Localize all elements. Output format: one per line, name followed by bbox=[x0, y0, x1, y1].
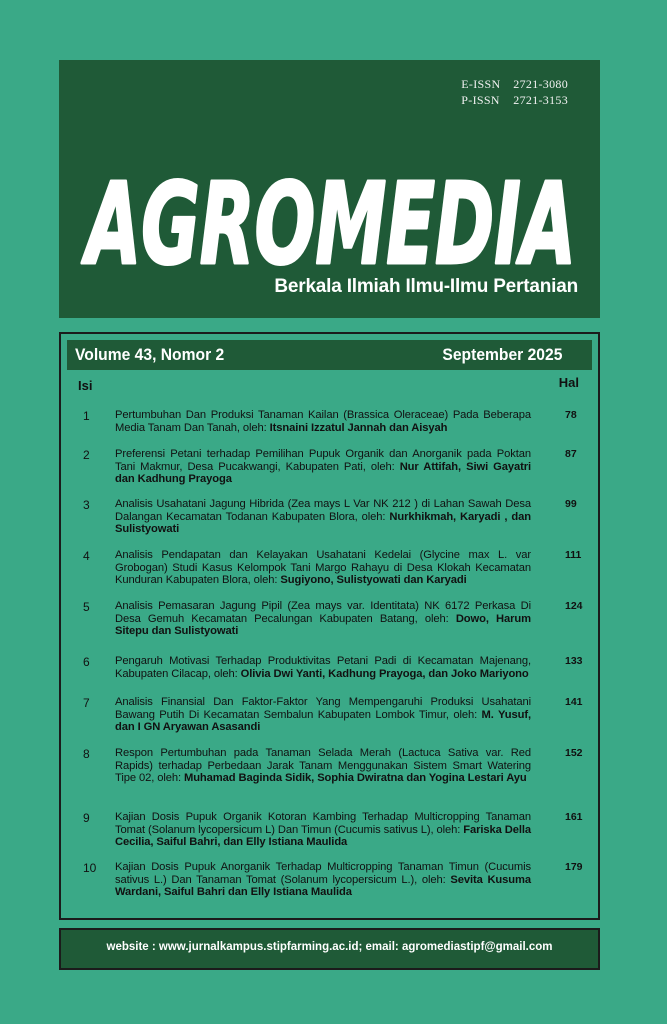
article-number: 4 bbox=[83, 549, 90, 563]
issn-block bbox=[461, 76, 568, 108]
footer-contact-text: website : www.jurnalkampus.stipfarming.ac.id; email: agromediastipf@gmail.com bbox=[106, 941, 553, 953]
article-title: Respon Pertumbuhan pada Tanaman Selada Merah (Lactuca Sativa var. Red Rapids) terhadap Perbedaan Jarak Tanam Menggunakan Sistem Smart Watering Tipe 02, oleh: bbox=[115, 747, 531, 785]
journal-header bbox=[59, 60, 600, 318]
article-number: 5 bbox=[83, 600, 90, 614]
article-title: Kajian Dosis Pupuk Anorganik Terhadap Multicropping Tanaman Timun (Cucumis sativus L.) Dan Tanaman Tomat (Solanum lycopersicum L.), oleh: bbox=[115, 861, 531, 886]
article-number: 9 bbox=[83, 811, 90, 825]
pissn-value: 2721-3153 bbox=[513, 93, 568, 107]
article-text bbox=[115, 655, 531, 680]
issue-volume: Volume 43, Nomor 2 bbox=[75, 345, 225, 364]
article-authors: Sugiyono, Sulistyowati dan Karyadi bbox=[280, 574, 467, 587]
article-number: 1 bbox=[83, 409, 90, 423]
journal-subtitle: Berkala Ilmiah Ilmu-Ilmu Pertanian bbox=[274, 276, 578, 297]
article-number: 3 bbox=[83, 498, 90, 512]
article-title: Analisis Pemasaran Jagung Pipil (Zea mays var. Identitata) NK 6172 Perkasa Di Desa Gemuh Kecamatan Pecalungan Kabupaten Batang, oleh: bbox=[115, 600, 531, 625]
eissn-value: 2721-3080 bbox=[513, 77, 568, 91]
article-number: 7 bbox=[83, 696, 90, 710]
article-authors: Sevita Kusuma Wardani, Saiful Bahri dan Elly Istiana Maulida bbox=[115, 873, 531, 899]
article-title: Analisis Usahatani Jagung Hibrida (Zea mays L Var NK 212 ) di Lahan Sawah Desa Dalangan Kecamatan Todanan Kabupaten Blora, oleh: bbox=[115, 498, 531, 523]
article-page: 111 bbox=[565, 549, 582, 561]
article-authors: Nur Attifah, Siwi Gayatri dan Kadhung Prayoga bbox=[115, 460, 531, 486]
article-authors: Muhamad Baginda Sidik, Sophia Dwiratna dan Yogina Lestari Ayu bbox=[183, 772, 527, 785]
article-number: 6 bbox=[83, 655, 90, 669]
article-authors: Nurkhikmah, Karyadi , dan Sulistyowati bbox=[115, 510, 531, 536]
article-number: 8 bbox=[83, 747, 90, 761]
article-number: 10 bbox=[83, 861, 97, 875]
article-title: Pengaruh Motivasi Terhadap Produktivitas Petani Padi di Kecamatan Majenang, Kabupaten Cilacap, oleh: bbox=[115, 655, 531, 680]
journal-name: AGROMEDIA bbox=[80, 160, 576, 285]
column-header-isi: Isi bbox=[78, 378, 93, 393]
article-authors: M. Yusuf, dan I GN Aryawan Asasandi bbox=[115, 708, 531, 734]
article-page: 124 bbox=[565, 600, 583, 612]
article-text bbox=[115, 498, 531, 536]
article-number: 2 bbox=[83, 448, 90, 462]
article-title: Analisis Pendapatan dan Kelayakan Usahatani Kedelai (Glycine max L. var Grobogan) Studi Kasus Kelompok Tani Margo Rahayu di Desa Klokah Kecamatan Kunduran Kabupaten Blora, oleh: bbox=[115, 549, 531, 587]
journal-logo bbox=[79, 135, 584, 285]
article-page: 141 bbox=[565, 696, 583, 708]
article-text bbox=[115, 747, 531, 785]
article-text bbox=[115, 549, 531, 587]
article-text bbox=[115, 696, 531, 734]
article-page: 133 bbox=[565, 655, 583, 667]
article-page: 78 bbox=[565, 409, 577, 421]
article-authors: Itsnaini Izzatul Jannah dan Aisyah bbox=[269, 421, 448, 434]
article-title: Pertumbuhan Dan Produksi Tanaman Kailan (Brassica Oleraceae) Pada Beberapa Media Tanam Dan Tanah, oleh: bbox=[115, 409, 531, 434]
column-header-hal: Hal bbox=[558, 375, 579, 390]
article-text bbox=[115, 409, 531, 434]
contact-footer bbox=[59, 928, 600, 970]
article-authors: Olivia Dwi Yanti, Kadhung Prayoga, dan Joko Mariyono bbox=[240, 667, 529, 680]
issue-bar bbox=[67, 340, 592, 370]
table-of-contents bbox=[59, 332, 600, 920]
article-title: Preferensi Petani terhadap Pemilihan Pupuk Organik dan Anorganik pada Poktan Tani Makmur, Desa Pucakwangi, Kabupaten Pati, oleh: bbox=[115, 448, 531, 473]
article-text bbox=[115, 448, 531, 486]
article-page: 152 bbox=[565, 747, 583, 759]
eissn-label: E-ISSN bbox=[461, 77, 501, 91]
article-text bbox=[115, 600, 531, 638]
article-page: 99 bbox=[565, 498, 577, 510]
article-authors: Fariska Della Cecilia, Saiful Bahri, dan Elly Istiana Maulida bbox=[115, 823, 532, 849]
article-authors: Dowo, Harum Sitepu dan Sulistyowati bbox=[115, 612, 531, 638]
pissn-label: P-ISSN bbox=[461, 93, 500, 107]
article-text bbox=[115, 861, 531, 899]
article-text bbox=[115, 811, 531, 849]
issue-date: September 2025 bbox=[442, 345, 562, 364]
article-page: 179 bbox=[565, 861, 583, 873]
article-page: 161 bbox=[565, 811, 583, 823]
article-title: Kajian Dosis Pupuk Organik Kotoran Kambing Terhadap Multicropping Tanaman Tomat (Solanum lycopersicum L) Dan Timun (Cucumis sativus L), oleh: bbox=[115, 811, 531, 836]
article-title: Analisis Finansial Dan Faktor-Faktor Yang Mempengaruhi Produksi Usahatani Bawang Putih Di Kecamatan Sembalun Kabupaten Lombok Timur, oleh: bbox=[115, 696, 531, 721]
article-page: 87 bbox=[565, 448, 577, 460]
